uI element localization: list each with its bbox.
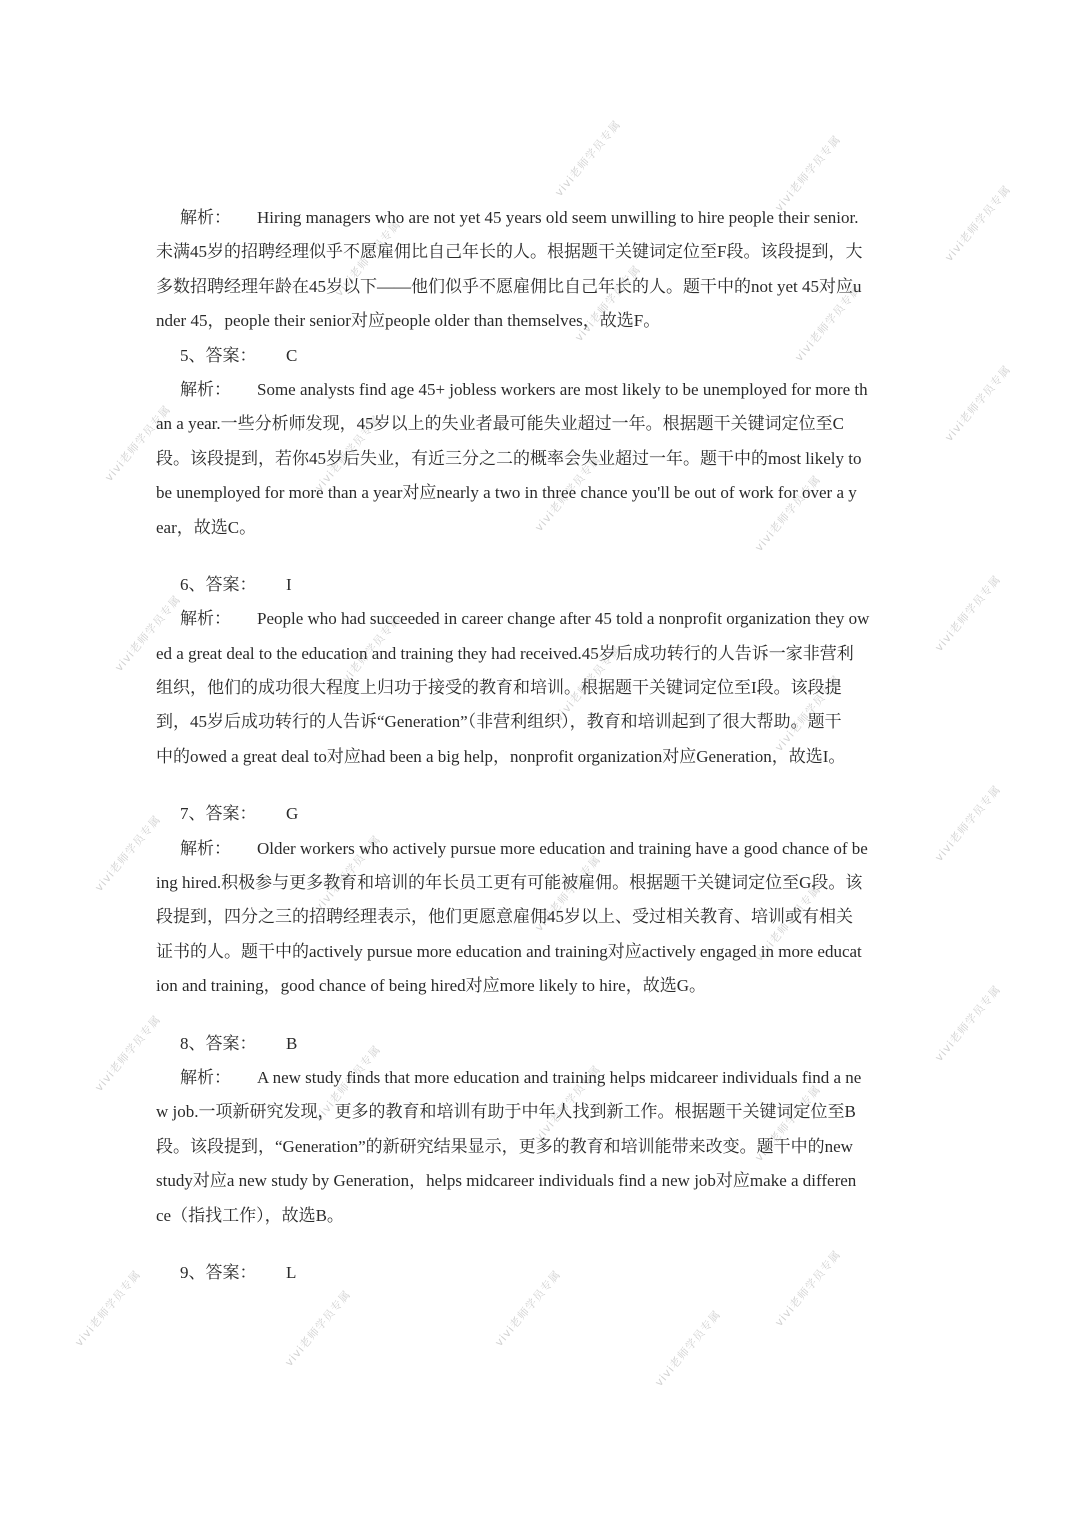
analysis-text: 段。该段提到，若你45岁后失业，有近三分之二的概率会失业超过一年。题干中的most likely to (156, 448, 862, 468)
analysis-first-line (156, 201, 922, 235)
analysis-text: Some analysts find age 45+ jobless workers are most likely to be unemployed for more th (257, 379, 868, 399)
analysis-line (156, 476, 922, 510)
analysis-label: 解析： (180, 838, 231, 858)
analysis-text: 段提到，四分之三的招聘经理表示，他们更愿意雇佣45岁以上、受过相关教育、培训或有相关 (156, 907, 853, 927)
analysis-text: Older workers who actively pursue more education and training have a good chance of be (257, 838, 868, 858)
analysis-text: 未满45岁的招聘经理似乎不愿雇佣比自己年长的人。根据题干关键词定位至F段。该段提到，大 (156, 242, 863, 262)
analysis-line (156, 442, 922, 476)
analysis-text: People who had succeeded in career change after 45 told a nonprofit organization they ow (257, 609, 870, 629)
watermark-text: vivi老师学员专属 (532, 852, 604, 934)
analysis-text: 中的owed a great deal to对应had been a big help，nonprofit organization对应Generation，故选I。 (156, 746, 846, 766)
watermark-text: vivi老师学员专属 (752, 472, 824, 554)
analysis-line (156, 866, 922, 900)
analysis-line (156, 671, 922, 705)
watermark-text: vivi老师学员专属 (772, 672, 844, 754)
analysis-line (156, 304, 922, 338)
analysis-text: 组织，他们的成功很大程度上归功于接受的教育和培训。根据题干关键词定位至I段。该段提 (156, 678, 842, 698)
analysis-line (156, 1095, 922, 1129)
analysis-first-line (156, 373, 922, 407)
watermark-text: vivi老师学员专属 (572, 262, 644, 344)
watermark-text: vivi老师学员专属 (932, 782, 1004, 864)
watermark-text: vivi老师学员专属 (532, 1062, 604, 1144)
analysis-line (156, 270, 922, 304)
analysis-label: 解析： (180, 379, 231, 399)
analysis-text: 到，45岁后成功转行的人告诉“Generation”（非营利组织），教育和培训起到了很大帮助。题干 (156, 712, 842, 732)
watermark-text: vivi老师学员专属 (942, 182, 1014, 264)
analysis-text: ed a great deal to the education and training they had received.45岁后成功转行的人告诉一家非营利 (156, 643, 854, 663)
watermark-text: vivi老师学员专属 (932, 982, 1004, 1064)
answer-item-7 (156, 797, 922, 1003)
answer-line (156, 1027, 922, 1061)
answer-value: L (286, 1262, 297, 1282)
analysis-first-line (156, 832, 922, 866)
answer-explanations (156, 201, 922, 1290)
watermark-text: vivi老师学员专属 (532, 452, 604, 534)
analysis-text: study对应a new study by Generation，helps midcareer individuals find a new job对应make a differen (156, 1171, 857, 1191)
analysis-text: Hiring managers who are not yet 45 years old seem unwilling to hire people their senior. (257, 208, 859, 227)
watermark-text: vivi老师学员专属 (752, 882, 824, 964)
answer-number-label: 7、答案： (180, 804, 257, 824)
answer-value: C (286, 345, 298, 365)
analysis-line (156, 900, 922, 934)
watermark-text: vivi老师学员专属 (772, 1247, 844, 1329)
watermark-text: vivi老师学员专属 (932, 572, 1004, 654)
watermark-text: vivi老师学员专属 (312, 832, 384, 914)
watermark-text: vivi老师学员专属 (332, 217, 404, 299)
watermark-text: vivi老师学员专属 (552, 117, 624, 199)
analysis-line (156, 1164, 922, 1198)
analysis-line (156, 637, 922, 671)
analysis-line (156, 511, 922, 545)
answer-number-label: 5、答案： (180, 345, 257, 365)
analysis-line (156, 235, 922, 269)
answer-item-8 (156, 1027, 922, 1233)
watermark-text: vivi老师学员专属 (102, 402, 174, 484)
analysis-text: 段。该段提到，“Generation”的新研究结果显示，更多的教育和培训能带来改变。题干中的new (156, 1136, 853, 1156)
watermark-text: vivi老师学员专属 (492, 1267, 564, 1349)
analysis-label: 解析： (180, 1067, 231, 1087)
answer-item-9 (156, 1256, 922, 1290)
answer-number-label: 6、答案： (180, 574, 257, 594)
analysis-line (156, 740, 922, 774)
answer-value: G (286, 804, 299, 824)
analysis-text: be unemployed for more than a year对应nearly a two in three chance you'll be out of work for over a y (156, 483, 857, 503)
analysis-text: nder 45，people their senior对应people older than themselves，故选F。 (156, 311, 661, 331)
analysis-text: w job.一项新研究发现，更多的教育和培训有助于中年人找到新工作。根据题干关键词定位至B (156, 1102, 856, 1122)
watermark-text: vivi老师学员专属 (112, 592, 184, 674)
answer-line (156, 1256, 922, 1290)
watermark-text: vivi老师学员专属 (332, 612, 404, 694)
watermark-text: vivi老师学员专属 (942, 362, 1014, 444)
analysis-label: 解析： (180, 609, 231, 629)
watermark-text: vivi老师学员专属 (72, 1267, 144, 1349)
analysis-line (156, 1199, 922, 1233)
analysis-text: ion and training，good chance of being hired对应more likely to hire，故选G。 (156, 976, 707, 996)
analysis-text: A new study finds that more education and training helps midcareer individuals find a ne (257, 1067, 862, 1087)
answer-item-5 (156, 339, 922, 545)
watermark-text: vivi老师学员专属 (92, 812, 164, 894)
analysis-text: ce（指找工作），故选B。 (156, 1205, 344, 1225)
watermark-text: vivi老师学员专属 (282, 1287, 354, 1369)
analysis-first-line (156, 602, 922, 636)
analysis-line (156, 969, 922, 1003)
watermark-text: vivi老师学员专属 (312, 412, 384, 494)
analysis-line (156, 407, 922, 441)
answer-item-4 (156, 201, 922, 339)
analysis-line (156, 1130, 922, 1164)
analysis-text: 多数招聘经理年龄在45岁以下——他们似乎不愿雇佣比自己年长的人。题干中的not yet 45对应u (156, 276, 862, 296)
answer-line (156, 568, 922, 602)
watermark-text: vivi老师学员专属 (652, 1307, 724, 1389)
analysis-text: ear，故选C。 (156, 517, 257, 537)
watermark-text: vivi老师学员专属 (772, 132, 844, 214)
answer-value: B (286, 1033, 298, 1053)
watermark-text: vivi老师学员专属 (752, 1082, 824, 1164)
analysis-label: 解析： (180, 208, 231, 227)
analysis-line (156, 935, 922, 969)
watermark-text: vivi老师学员专属 (552, 642, 624, 724)
watermark-text: vivi老师学员专属 (92, 1012, 164, 1094)
answer-value: I (286, 574, 292, 594)
answer-number-label: 9、答案： (180, 1262, 257, 1282)
analysis-first-line (156, 1061, 922, 1095)
analysis-text: 证书的人。题干中的actively pursue more education and training对应actively engaged in more educat (156, 941, 862, 961)
analysis-text: an a year.一些分析师发现，45岁以上的失业者最可能失业超过一年。根据题干关键词定位至C (156, 414, 844, 434)
answer-item-6 (156, 568, 922, 774)
analysis-line (156, 705, 922, 739)
answer-number-label: 8、答案： (180, 1033, 257, 1053)
analysis-text: ing hired.积极参与更多教育和培训的年长员工更有可能被雇佣。根据题干关键词定位至G段。该 (156, 873, 863, 893)
watermark-text: vivi老师学员专属 (312, 1042, 384, 1124)
watermark-text: vivi老师学员专属 (792, 282, 864, 364)
answer-line (156, 339, 922, 373)
answer-line (156, 797, 922, 831)
